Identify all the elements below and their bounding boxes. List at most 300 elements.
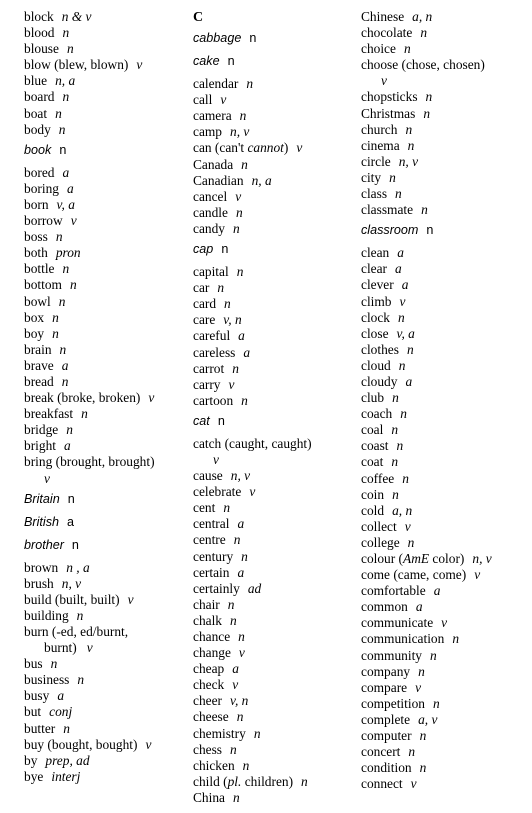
headword: British [24, 514, 59, 529]
word-entry [24, 342, 184, 358]
headword: catch (caught, caught) [193, 435, 312, 451]
headword: block [24, 9, 54, 24]
part-of-speech: v [441, 615, 448, 631]
part-of-speech: n [249, 31, 257, 46]
part-of-speech: a [67, 514, 75, 529]
word-entry [193, 790, 353, 806]
word-column-1 [24, 9, 184, 785]
headword: blue [24, 73, 48, 89]
word-entry [193, 53, 353, 70]
word-entry [361, 471, 529, 487]
word-entry [24, 261, 184, 277]
word-entry [193, 413, 353, 430]
word-entry [24, 537, 184, 554]
part-of-speech: v, n [223, 312, 242, 328]
headword: bring (brought, brought) [24, 454, 155, 470]
part-of-speech: v [232, 677, 239, 693]
part-of-speech: a, v [418, 711, 438, 727]
word-entry [193, 436, 353, 468]
word-entry [361, 106, 529, 122]
part-of-speech: n [253, 725, 261, 741]
headword: city [361, 169, 382, 185]
part-of-speech: interj [51, 768, 81, 784]
headword: boring [24, 180, 59, 196]
headword: Britain [24, 491, 60, 506]
part-of-speech: v [249, 484, 256, 500]
part-of-speech: a [232, 661, 239, 677]
word-entry [193, 742, 353, 758]
word-entry [193, 581, 353, 597]
headword: colour (AmE color) [361, 551, 465, 566]
word-entry [24, 245, 184, 261]
word-entry [361, 487, 529, 503]
word-entry [193, 157, 353, 173]
word-entry [193, 92, 353, 108]
headword: community [361, 647, 422, 663]
part-of-speech: n [66, 41, 74, 57]
headword: cat [193, 413, 210, 428]
part-of-speech: n [58, 121, 66, 137]
word-entry [361, 358, 529, 374]
word-entry [361, 9, 529, 25]
part-of-speech: pron [55, 245, 81, 261]
headword: brain [24, 341, 52, 357]
part-of-speech: n [59, 341, 67, 357]
part-of-speech: n [66, 422, 73, 438]
word-entry [361, 294, 529, 310]
part-of-speech: n, v [398, 153, 419, 169]
part-of-speech: n [235, 204, 243, 220]
part-of-speech: n [69, 277, 77, 293]
headword: buy (bought, bought) [24, 736, 138, 752]
word-entry [24, 406, 184, 422]
headword: chalk [193, 612, 222, 628]
part-of-speech: a, n [412, 9, 433, 24]
word-entry [193, 345, 353, 361]
part-of-speech: n [419, 728, 427, 744]
word-entry [24, 165, 184, 181]
headword: condition [361, 760, 412, 776]
headword: brush [24, 575, 54, 591]
headword: check [193, 677, 225, 693]
word-entry [361, 728, 529, 744]
headword: child (pl. children) [193, 773, 294, 789]
word-entry [193, 241, 353, 258]
part-of-speech: v [148, 390, 155, 406]
word-entry [193, 613, 353, 629]
headword: choose (chose, chosen) [361, 57, 485, 73]
part-of-speech: v, a [396, 325, 415, 341]
part-of-speech: n [423, 105, 431, 121]
word-entry [361, 122, 529, 138]
part-of-speech: n [239, 108, 247, 124]
word-entry [193, 76, 353, 92]
word-entry [24, 672, 184, 688]
part-of-speech: n [232, 360, 239, 376]
headword: burn (-ed, ed/burnt, [24, 624, 129, 639]
word-entry [24, 753, 184, 769]
headword: born [24, 196, 49, 212]
word-entry [193, 280, 353, 296]
part-of-speech: n [58, 293, 66, 309]
headword: cartoon [193, 392, 234, 408]
headword: clock [361, 309, 390, 325]
word-entry [24, 688, 184, 704]
part-of-speech: n, v [472, 551, 492, 566]
word-entry [361, 631, 529, 647]
headword: borrow [24, 213, 63, 229]
part-of-speech: n [241, 156, 248, 172]
word-entry [24, 122, 184, 138]
headword: college [361, 534, 400, 550]
part-of-speech: n [425, 89, 433, 105]
headword: cent [193, 500, 216, 516]
word-entry [24, 181, 184, 197]
part-of-speech: n [62, 261, 70, 277]
part-of-speech: v, a [56, 196, 75, 212]
word-entry [24, 656, 184, 672]
part-of-speech: a [405, 373, 413, 389]
part-of-speech: n [242, 757, 250, 773]
part-of-speech: n [430, 647, 437, 663]
word-entry [361, 712, 529, 728]
headword: climb [361, 293, 392, 309]
word-entry [24, 721, 184, 737]
part-of-speech: a [397, 245, 404, 261]
word-entry [193, 709, 353, 725]
headword: China [193, 789, 225, 805]
headword: certain [193, 564, 230, 580]
word-entry [361, 222, 529, 239]
part-of-speech: v [145, 736, 152, 752]
word-entry [361, 615, 529, 631]
part-of-speech: n [227, 596, 235, 612]
headword: club [361, 390, 385, 406]
part-of-speech: v [415, 679, 422, 695]
word-entry [361, 680, 529, 696]
part-of-speech: n [52, 325, 59, 341]
headword: change [193, 645, 231, 661]
part-of-speech: n [76, 607, 84, 623]
headword: communication [361, 631, 445, 647]
headword: cake [193, 54, 220, 69]
part-of-speech: n [432, 695, 440, 711]
headword: camera [193, 108, 232, 124]
word-entry [24, 576, 184, 592]
part-of-speech: n [232, 220, 240, 236]
part-of-speech: n, v [230, 124, 250, 140]
word-entry [193, 693, 353, 709]
headword: chicken [193, 757, 235, 773]
headword: bottle [24, 261, 55, 277]
word-entry [24, 142, 184, 159]
word-entry [361, 25, 529, 41]
headword: close [361, 325, 389, 341]
part-of-speech: n [217, 280, 225, 296]
part-of-speech: n [400, 406, 407, 422]
word-entry [24, 213, 184, 229]
word-entry [361, 261, 529, 277]
headword: cause [193, 468, 223, 484]
word-entry [24, 737, 184, 753]
word-entry [24, 374, 184, 390]
part-of-speech: a [57, 688, 65, 704]
headword: circle [361, 153, 391, 169]
word-entry [24, 57, 184, 73]
word-entry [193, 677, 353, 693]
word-entry [361, 551, 529, 567]
headword: boat [24, 105, 48, 121]
part-of-speech: v [127, 591, 134, 607]
headword: coin [361, 486, 385, 502]
headword: choice [361, 41, 396, 57]
word-entry [193, 108, 353, 124]
headword: chopsticks [361, 89, 418, 105]
part-of-speech: n [227, 54, 235, 69]
part-of-speech: n [59, 142, 67, 157]
headword: boss [24, 229, 48, 245]
part-of-speech: n [238, 629, 245, 644]
headword: bread [24, 373, 54, 389]
headword: build (built, built) [24, 591, 120, 607]
headword: business [24, 672, 70, 688]
word-entry [361, 744, 529, 760]
headword: bright [24, 438, 56, 454]
headword: chance [193, 629, 231, 644]
word-entry [193, 9, 353, 26]
word-entry [24, 326, 184, 342]
word-entry [361, 664, 529, 680]
headword: butter [24, 720, 56, 736]
headword: cloudy [361, 373, 398, 389]
headword-italic: AmE [403, 551, 430, 566]
part-of-speech: a [237, 564, 245, 580]
part-of-speech: n , a [66, 559, 90, 575]
headword: coal [361, 422, 384, 438]
part-of-speech: n & v [61, 9, 92, 24]
part-of-speech: n [236, 709, 244, 725]
word-entry [361, 277, 529, 293]
part-of-speech: a [433, 583, 441, 599]
headword: breakfast [24, 406, 74, 422]
part-of-speech: n [408, 744, 416, 760]
word-entry [193, 205, 353, 221]
part-of-speech: a, n [392, 502, 413, 518]
word-entry [24, 624, 184, 656]
headword: bridge [24, 422, 59, 438]
word-entry [193, 645, 353, 661]
word-entry [193, 468, 353, 484]
word-entry [361, 583, 529, 599]
part-of-speech: n [402, 470, 409, 486]
word-entry [361, 422, 529, 438]
part-of-speech: n [63, 720, 70, 736]
headword: carry [193, 376, 221, 392]
part-of-speech: n [452, 631, 460, 647]
part-of-speech: v [44, 470, 50, 486]
headword: bottom [24, 277, 62, 293]
section-letter: C [193, 10, 204, 25]
word-entry [361, 186, 529, 202]
headword: centre [193, 532, 226, 548]
headword: compare [361, 679, 408, 695]
part-of-speech: n [389, 169, 396, 185]
headword: class [361, 186, 388, 202]
word-entry [24, 592, 184, 608]
word-entry [193, 565, 353, 581]
part-of-speech: n [55, 229, 63, 245]
headword: clothes [361, 341, 399, 357]
word-entry [24, 197, 184, 213]
headword: brother [24, 537, 64, 552]
part-of-speech: conj [49, 704, 73, 720]
word-entry [361, 406, 529, 422]
word-entry [361, 374, 529, 390]
part-of-speech: a [62, 164, 70, 180]
headword: concert [361, 744, 401, 760]
headword: computer [361, 728, 412, 744]
part-of-speech: n [391, 422, 399, 438]
word-entry [24, 277, 184, 293]
part-of-speech: n [236, 264, 244, 280]
part-of-speech: n [223, 500, 231, 516]
headword: cheese [193, 709, 229, 725]
headword: bowl [24, 293, 51, 309]
word-entry [24, 769, 184, 785]
headword: capital [193, 264, 229, 280]
word-entry [24, 73, 184, 89]
part-of-speech: n [217, 413, 225, 428]
word-entry [24, 25, 184, 41]
part-of-speech: n [77, 672, 85, 688]
part-of-speech: n [55, 105, 62, 121]
headword: bus [24, 656, 43, 672]
part-of-speech: a [395, 261, 402, 277]
part-of-speech: n, v [230, 468, 251, 484]
word-entry [193, 393, 353, 409]
word-entry [24, 106, 184, 122]
headword: candle [193, 204, 228, 220]
part-of-speech: n [233, 789, 240, 805]
part-of-speech: v [136, 57, 143, 73]
headword: celebrate [193, 484, 242, 500]
word-entry [361, 57, 529, 89]
word-entry [361, 567, 529, 583]
part-of-speech: a [415, 599, 423, 615]
headword: cloud [361, 357, 391, 373]
headword: call [193, 92, 213, 108]
headword: care [193, 312, 216, 328]
headword: classmate [361, 202, 414, 218]
part-of-speech: n [406, 341, 414, 357]
part-of-speech: v [296, 140, 303, 156]
headword: chair [193, 596, 220, 612]
word-entry [361, 138, 529, 154]
part-of-speech: n [81, 406, 88, 422]
headword: company [361, 663, 411, 679]
word-entry [193, 221, 353, 237]
word-entry [193, 597, 353, 613]
headword: but [24, 704, 42, 720]
word-entry [361, 342, 529, 358]
word-entry [361, 599, 529, 615]
part-of-speech: n [419, 760, 427, 776]
part-of-speech: n [50, 656, 58, 672]
part-of-speech: v [381, 73, 387, 89]
part-of-speech: n [52, 309, 59, 325]
headword: coffee [361, 470, 395, 486]
part-of-speech: v [238, 645, 245, 661]
part-of-speech: n [230, 612, 237, 628]
headword: chess [193, 741, 223, 757]
part-of-speech: n [62, 25, 70, 41]
headword: Canadian [193, 172, 244, 188]
headword: brave [24, 357, 54, 373]
word-entry [361, 519, 529, 535]
headword: chocolate [361, 25, 413, 41]
headword: communicate [361, 615, 434, 631]
headword: coach [361, 406, 393, 422]
headword: boy [24, 325, 45, 341]
headword: blow (blew, blown) [24, 57, 129, 73]
word-entry [193, 189, 353, 205]
headword: classroom [361, 223, 419, 238]
headword: body [24, 121, 51, 137]
word-entry [361, 776, 529, 792]
part-of-speech: a [61, 357, 69, 373]
word-entry [193, 484, 353, 500]
word-entry [361, 454, 529, 470]
headword: coast [361, 438, 389, 454]
word-entry [24, 560, 184, 576]
part-of-speech: v, n [230, 693, 249, 709]
word-entry [361, 170, 529, 186]
word-entry [24, 229, 184, 245]
word-entry [361, 41, 529, 57]
word-entry [24, 454, 184, 486]
word-entry [193, 549, 353, 565]
headword: century [193, 548, 234, 564]
part-of-speech: v [404, 518, 411, 534]
headword: cheer [193, 693, 222, 709]
word-entry [361, 696, 529, 712]
headword: can (can't cannot) [193, 140, 289, 156]
headword: cap [193, 242, 214, 257]
word-column-2 [193, 9, 353, 806]
headword: card [193, 296, 217, 312]
headword: church [361, 121, 398, 137]
part-of-speech: n [392, 390, 399, 406]
part-of-speech: n [233, 532, 241, 548]
part-of-speech: n [421, 202, 428, 218]
word-entry [24, 358, 184, 374]
headword: collect [361, 518, 397, 534]
headword: common [361, 599, 408, 615]
part-of-speech: n [405, 121, 413, 137]
word-entry [24, 89, 184, 105]
word-entry [361, 89, 529, 105]
part-of-speech: n, a [251, 172, 272, 188]
part-of-speech: a [243, 344, 251, 360]
word-entry [193, 361, 353, 377]
part-of-speech: v [235, 188, 242, 204]
headword: carrot [193, 360, 225, 376]
word-entry [193, 296, 353, 312]
part-of-speech: n [246, 76, 254, 92]
part-of-speech: ad [247, 580, 262, 596]
headword: comfortable [361, 583, 426, 599]
headword: candy [193, 220, 225, 236]
